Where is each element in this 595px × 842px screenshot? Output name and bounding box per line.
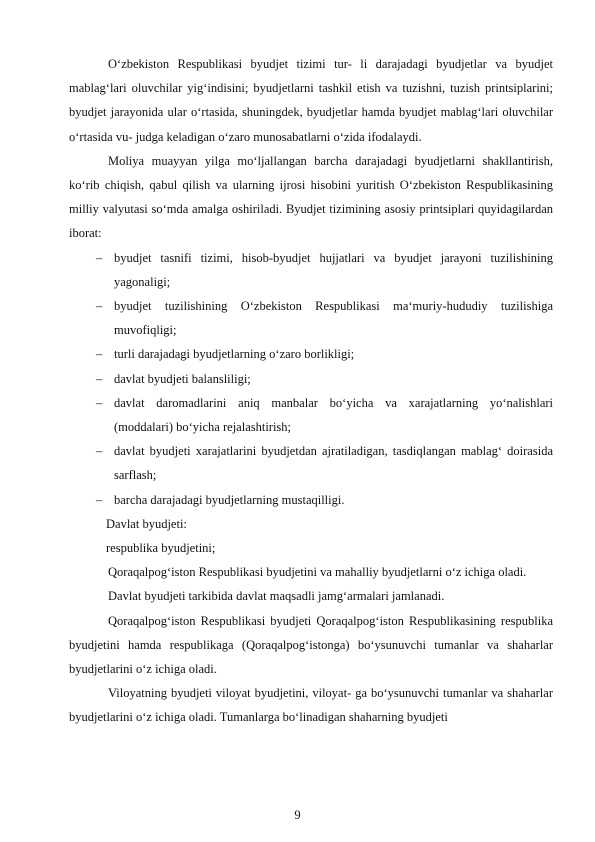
paragraph-karakalpak-budget: Qoraqalpogʻiston Respublikasi byudjeti Qoraqalpogʻiston Respublikasining respublika byudjetini hamda respublikaga (Qoraqalpogʻistonga) boʻysunuvchi tumanlar va shaharlar byudjetlarini oʻz ichiga oladi. xyxy=(69,613,553,677)
list-item-text: davlat byudjeti xarajatlarini byudjetdan ajratiladigan, tasdiqlangan mablagʻ doirasida sarflash; xyxy=(114,444,553,483)
paragraph-budget-system: Oʻzbekiston Respublikasi byudjet tizimi tur- li darajadagi byudjetlar va byudjet mablagʻlari oluvchilar yigʻindisini; byudjetlarni tashkil etish va tuzishni, tuzish printsiplarini; byudjet jarayonida ular oʻrtasida, shuningdek, byudjetlar hamda byudjet mablagʻlari oluvchilar oʻrtasida vu- judga keladigan oʻzaro munosabatlarni oʻzida ifodalaydi. xyxy=(69,57,553,144)
paragraph-target-funds: Davlat byudjeti tarkibida davlat maqsadli jamgʻarmalari jamlanadi. xyxy=(108,589,445,604)
list-dash: – xyxy=(96,347,103,362)
page-number: 9 xyxy=(294,808,301,822)
list-dash: – xyxy=(96,492,103,507)
list-item xyxy=(69,391,553,439)
paragraph-karakalpak-local-budgets: Qoraqalpogʻiston Respublikasi byudjetini va mahalliy byudjetlarni oʻz ichiga oladi. xyxy=(108,565,527,580)
list-item-text: davlat byudjeti balansliligi; xyxy=(114,371,251,386)
list-item-text: byudjet tasnifi tizimi, hisob-byudjet hujjatlari va byudjet jarayoni tuzilishining yagonaligi; xyxy=(114,250,553,289)
principles-list xyxy=(69,246,553,512)
list-item xyxy=(69,439,553,487)
list-item xyxy=(69,488,553,512)
list-item xyxy=(69,367,553,391)
list-dash: – xyxy=(96,371,103,386)
list-dash: – xyxy=(96,250,103,265)
list-item xyxy=(69,342,553,366)
list-dash: – xyxy=(96,444,103,459)
list-item-text: davlat daromadlarini aniq manbalar boʻyicha va xarajatlarning yoʻnalishlari (moddalari) boʻyicha rejalashtirish; xyxy=(114,395,553,435)
list-dash: – xyxy=(96,395,103,410)
republic-budget-line: respublika byudjetini; xyxy=(106,541,216,556)
list-item-text: turli darajadagi byudjetlarning oʻzaro borlikligi; xyxy=(114,347,355,362)
list-item xyxy=(69,246,553,294)
list-item xyxy=(69,294,553,342)
list-item-text: byudjet tuzilishining Oʻzbekiston Respublikasi maʻmuriy-hududiy tuzilishiga muvofiqligi; xyxy=(114,299,553,338)
paragraph-budget-principles-intro: Moliya muayyan yilga moʻljallangan barcha darajadagi byudjetlarni shakllantirish, koʻrib chiqish, qabul qilish va ularning ijrosi hisobini yuritish Oʻzbekiston Respublikasining milliy valyutasi soʻmda amalga oshiriladi. Byudjet tizimining asosiy printsiplari quyidagilardan iborat: xyxy=(69,153,553,241)
page-body xyxy=(69,52,553,730)
list-dash: – xyxy=(96,299,103,314)
state-budget-label: Davlat byudjeti: xyxy=(106,516,187,531)
list-item-text: barcha darajadagi byudjetlarning mustaqilligi. xyxy=(114,492,345,507)
paragraph-regional-budget: Viloyatning byudjeti viloyat byudjetini, viloyat- ga boʻysunuvchi tumanlar va shaharlar byudjetlarini oʻz ichiga oladi. Tumanlarga boʻlinadigan shaharning byudjeti xyxy=(69,686,553,725)
